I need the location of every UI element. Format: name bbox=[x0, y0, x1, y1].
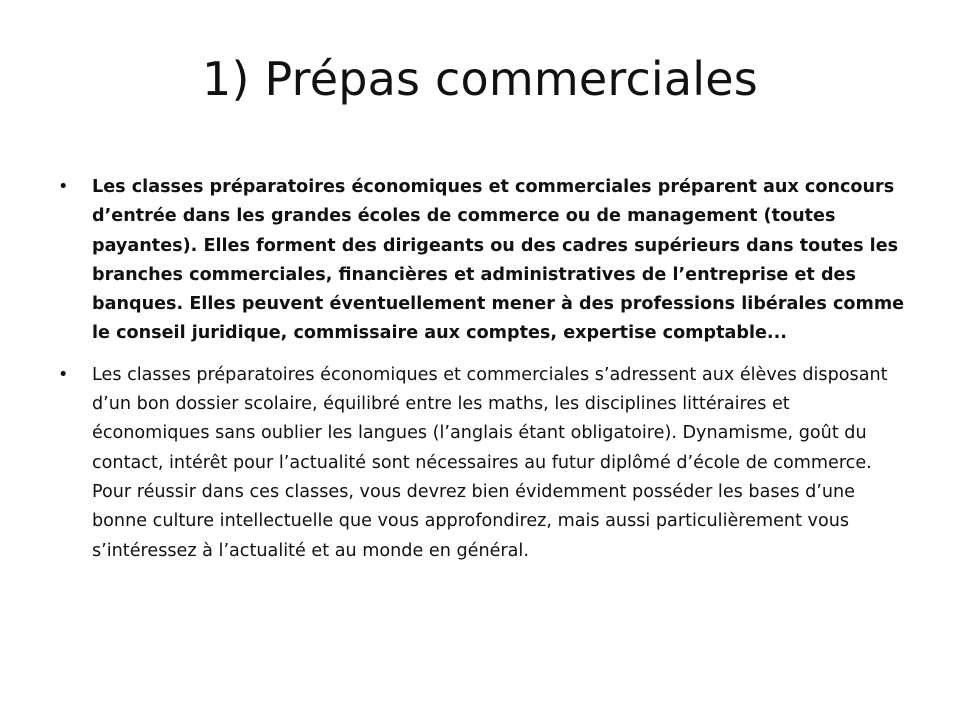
bullet-item-2 bbox=[56, 361, 912, 566]
bullet-item-1 bbox=[56, 173, 912, 349]
bullet-dot-icon: • bbox=[58, 364, 69, 385]
bullet-text-1: Les classes préparatoires économiques et commerciales préparent aux concours d’entrée dans les grandes écoles de commerce ou de management (toutes payantes). Elles forment des dirigeants ou des cadres supérieurs dans toutes les branches commerciales, financières et administratives de l’entreprise et des banques. Elles peuvent éventuellement mener à des professions libérales comme le conseil juridique, commissaire aux comptes, expertise comptable... bbox=[92, 177, 905, 344]
bullet-dot-icon: • bbox=[58, 177, 69, 197]
slide-title: 1) Prépas commerciales bbox=[202, 52, 758, 106]
bullet-text-2: Les classes préparatoires économiques et commerciales s’adressent aux élèves disposant d’un bon dossier scolaire, équilibré entre les maths, les disciplines littéraires et économiques sans oublier les langues (l’anglais étant obligatoire). Dynamisme, goût du contact, intérêt pour l’actualité sont nécessaires au futur diplômé d’école de commerce. Pour réussir dans ces classes, vous devrez bien évidemment posséder les bases d’une bonne culture intellectuelle que vous approfondirez, mais aussi particulièrement vous s’intéressez à l’actualité et au monde en général. bbox=[92, 364, 888, 561]
bullet-list bbox=[56, 173, 912, 566]
